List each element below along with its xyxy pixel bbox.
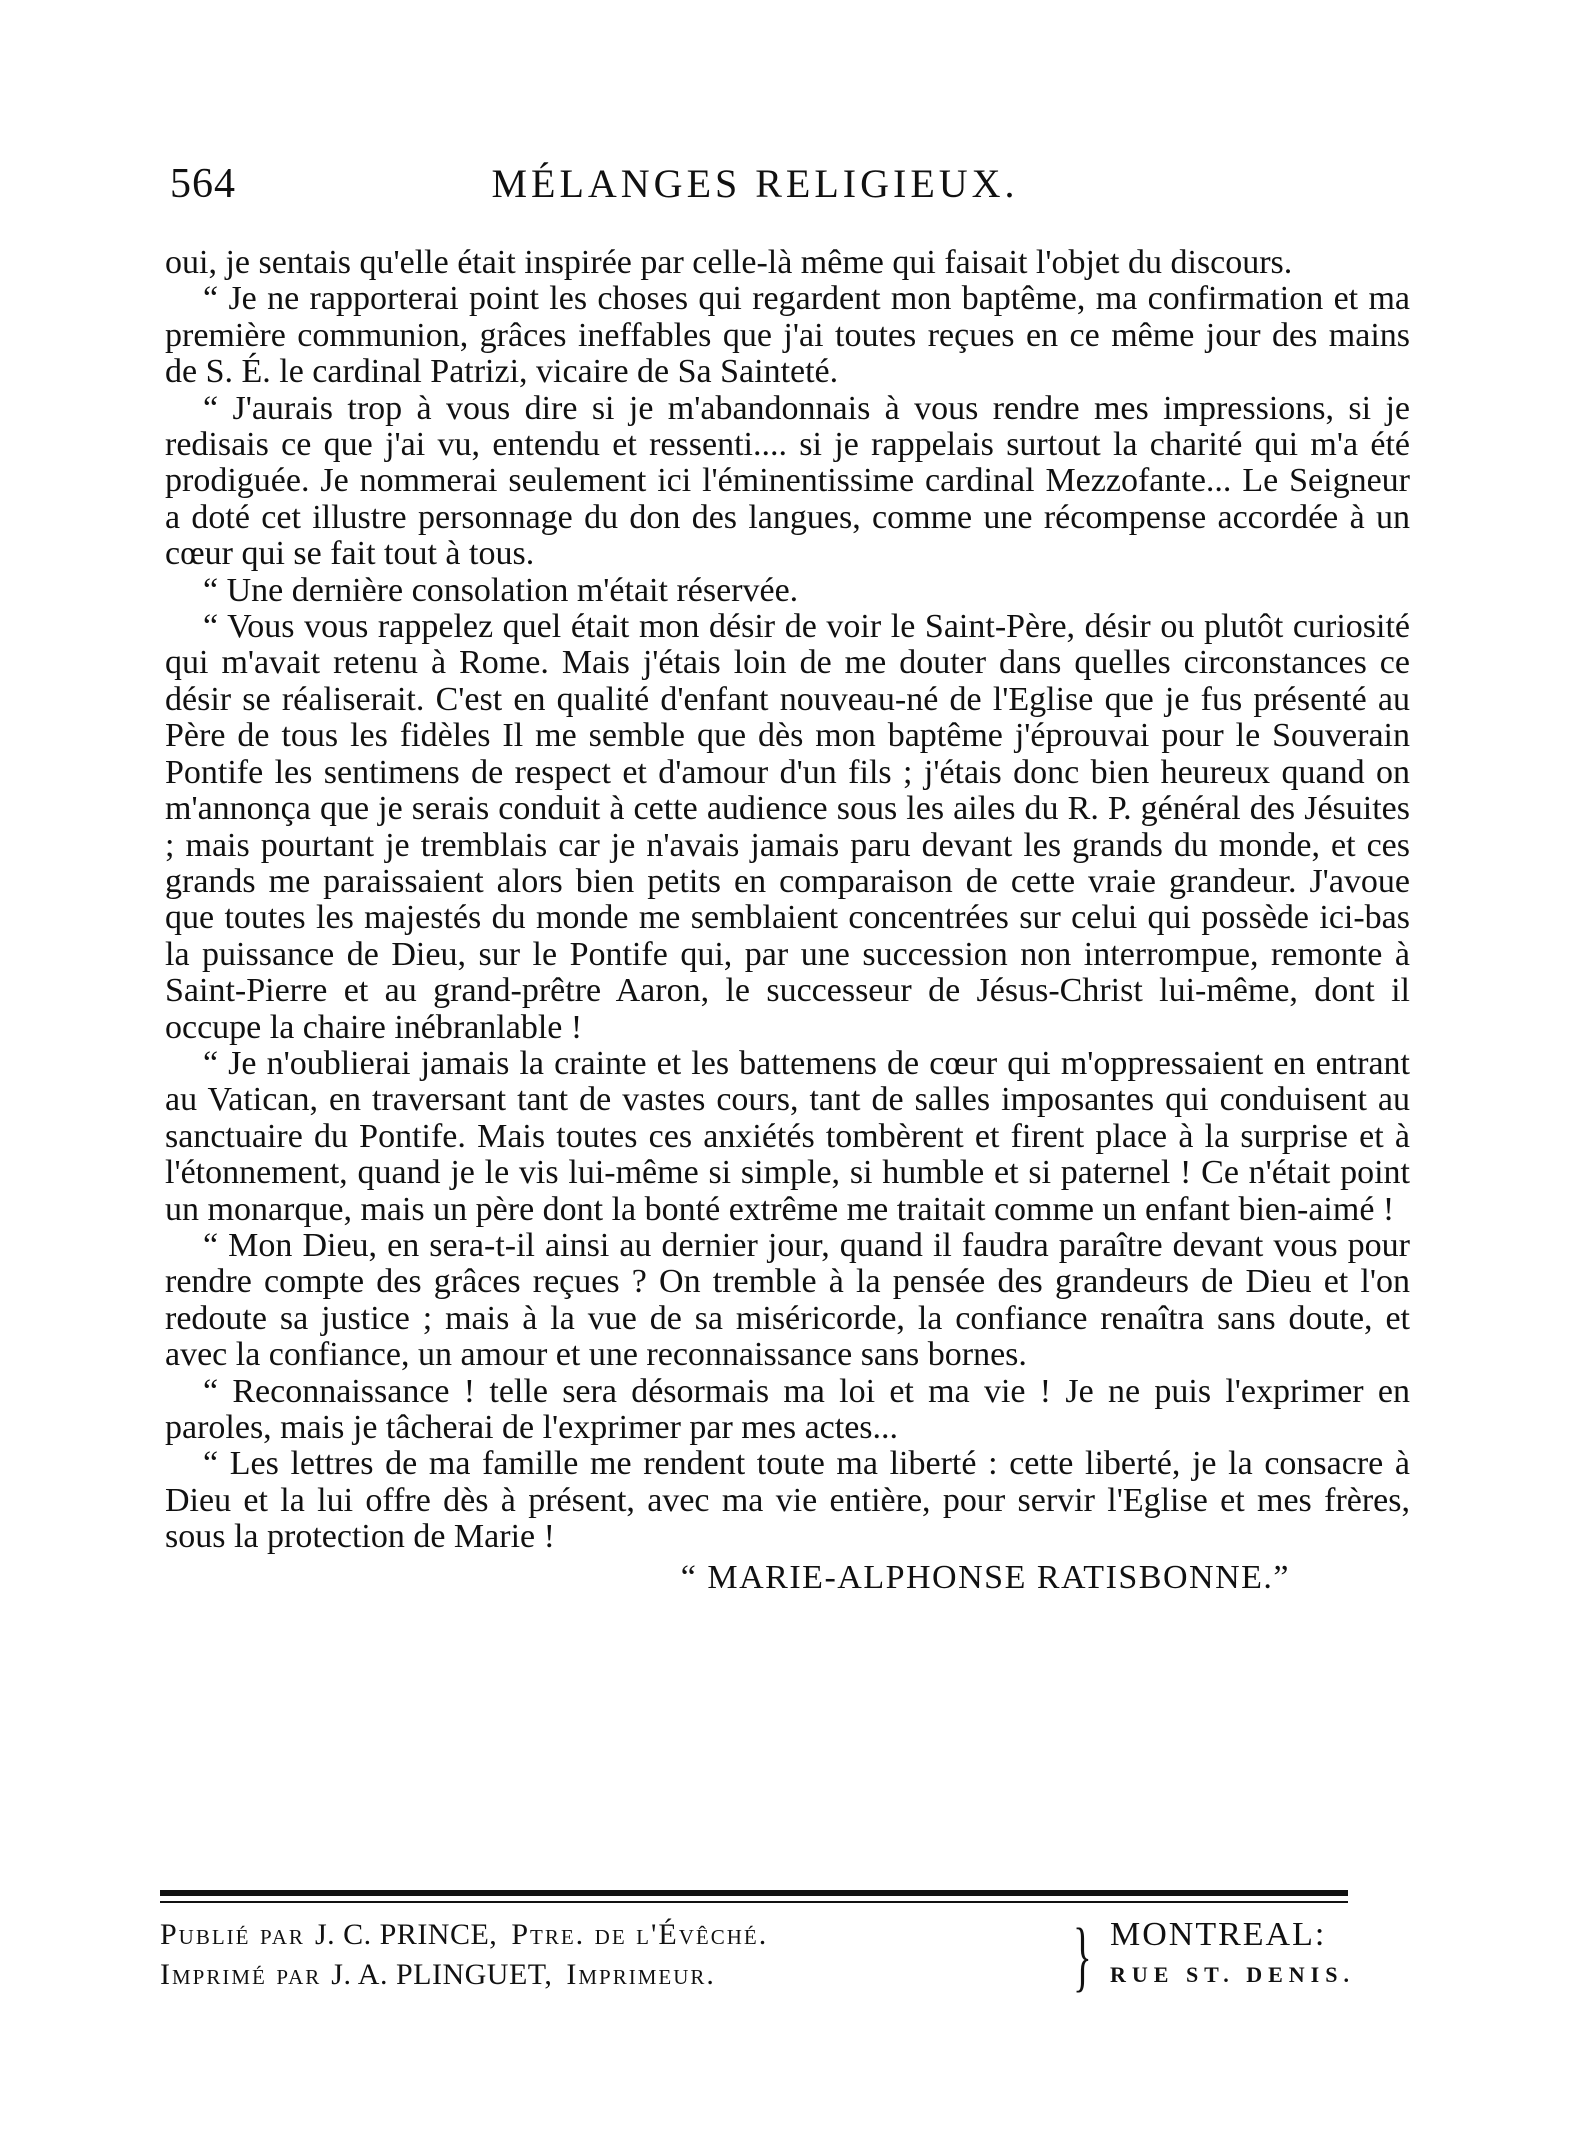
- printer-name: J. A. PLINGUET,: [331, 1958, 553, 1991]
- paragraph: “ Je n'oublierai jamais la crainte et les battemens de cœur qui m'oppressaient en entrant au Vatican, en traversant tant de vastes cours, tant de salles imposantes qui conduisent au sanctuaire du Pontife. Mais toutes ces anxiétés tombèrent et firent place à la surprise et à l'étonnement, quand je le vis lui-même si simple, si humble et si paternel ! Ce n'était point un monarque, mais un père dont la bonté extrême me traitait comme un enfant bien-aimé !: [165, 1044, 1410, 1228]
- paragraph: oui, je sentais qu'elle était inspirée par celle-là même qui faisait l'objet du discours.: [165, 244, 1293, 281]
- divider-rule-thin: [160, 1901, 1348, 1903]
- printer-role: Imprimeur.: [566, 1958, 716, 1991]
- printer-label: Imprimé par: [160, 1958, 322, 1991]
- publisher-name: J. C. PRINCE,: [314, 1918, 498, 1951]
- imprint-publisher-line: [160, 1915, 768, 1955]
- running-title: MÉLANGES RELIGIEUX.: [491, 161, 1019, 206]
- paragraph: “ Reconnaissance ! telle sera désormais ma loi et ma vie ! Je ne puis l'exprimer en paroles, mais je tâcherai de l'exprimer par mes actes...: [165, 1372, 1410, 1446]
- imprint-printer-line: [160, 1955, 716, 1995]
- signature: “ MARIE-ALPHONSE RATISBONNE.”: [680, 1558, 1290, 1596]
- paragraph: “ Mon Dieu, en sera-t-il ainsi au dernier jour, quand il faudra paraître devant vous pour rendre compte des grâces reçues ? On tremble à la pensée des grandeurs de Dieu et l'on redoute sa justice ; mais à la vue de sa miséricorde, la confiance renaîtra sans doute, et avec la confiance, un amour et une reconnaissance sans bornes.: [165, 1226, 1410, 1374]
- paragraph: “ Les lettres de ma famille me rendent toute ma liberté : cette liberté, je la consacre à Dieu et la lui offre dès à présent, avec ma vie entière, pour servir l'Eglise et mes frères, sous la protection de Marie !: [165, 1445, 1410, 1556]
- page-number: 564: [170, 161, 236, 207]
- imprint-city: MONTREAL:: [1110, 1916, 1327, 1953]
- divider-rule: [160, 1890, 1348, 1896]
- paragraph: “ J'aurais trop à vous dire si je m'abandonnais à vous rendre mes impressions, si je redisais ce que j'ai vu, entendu et ressenti.... si je rappelais surtout la charité qui m'a été prodiguée. Je nommerai seulement ici l'éminentissime cardinal Mezzofante... Le Seigneur a doté cet illustre personnage du don des langues, comme une récompense accordée à un cœur qui se fait tout à tous.: [165, 389, 1410, 573]
- paragraph: “ Vous vous rappelez quel était mon désir de voir le Saint-Père, désir ou plutôt curiosité qui m'avait retenu à Rome. Mais j'étais loin de me douter dans quelles circonstances ce désir se réaliserait. C'est en qualité d'enfant nouveau-né de l'Eglise que je fus présenté au Père de tous les fidèles Il me semble que dès mon baptême j'éprouvai pour le Souverain Pontife les sentimens de respect et d'amour d'un fils ; j'étais donc bien heureux quand on m'annonça que je serais conduit à cette audience sous les ailes du R. P. général des Jésuites ; mais pourtant je tremblais car je n'avais jamais paru devant les grands du monde, et ces grands me paraissaient alors bien petits en comparaison de cette vraie grandeur. J'avoue que toutes les majestés du monde me semblaient concentrées sur celui qui possède ici-bas la puissance de Dieu, sur le Pontife qui, par une succession non interrompue, remonte à Saint-Pierre et au grand-prêtre Aaron, le successeur de Jésus-Christ lui-même, dont il occupe la chaire inébranlable !: [165, 608, 1410, 1046]
- paragraph: “ Je ne rapporterai point les choses qui regardent mon baptême, ma confirmation et ma première communion, grâces ineffables que j'ai toutes reçues en ce même jour des mains de S. É. le cardinal Patrizi, vicaire de Sa Sainteté.: [165, 280, 1410, 391]
- publisher-label: Publié par: [160, 1918, 305, 1951]
- imprint-street: RUE ST. DENIS.: [1110, 1962, 1355, 1987]
- imprint: [160, 1912, 1420, 2005]
- body-text: [165, 245, 1410, 1596]
- paragraph: “ Une dernière consolation m'était réservée.: [203, 571, 799, 609]
- publisher-role: Ptre. de l'Évêché.: [511, 1918, 769, 1951]
- brace-glyph: }: [1073, 1912, 1092, 1999]
- running-head: [170, 160, 1340, 220]
